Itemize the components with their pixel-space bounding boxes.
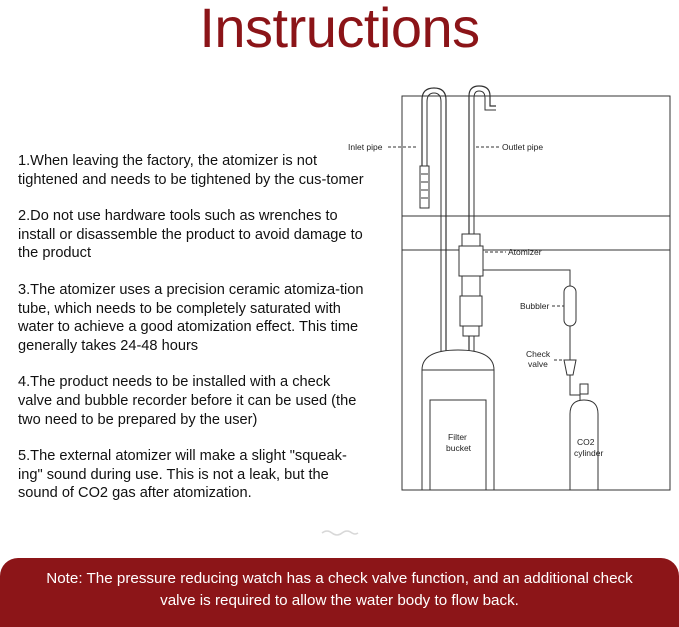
instruction-step-5: 5.The external atomizer will make a slight "squeak-ing" sound during use. This is not a leak, but the sound of CO2 gas after atomization. xyxy=(18,448,347,502)
note-text: Note: The pressure reducing watch has a check valve function, and an additional check valve is required to allow the water body to flow back. xyxy=(46,570,633,609)
atomizer-icon xyxy=(459,234,483,336)
label-atomizer: Atomizer xyxy=(508,247,542,257)
check-valve-icon xyxy=(564,360,576,375)
label-bubbler: Bubbler xyxy=(520,301,550,311)
label-outlet-pipe: Outlet pipe xyxy=(502,142,544,152)
instruction-step-3: 3.The atomizer uses a precision ceramic atomiza-tion tube, which needs to be completely saturated with water to achieve a good atomization effect. This time generally takes 24-48 hours xyxy=(18,281,364,354)
page-title: Instructions xyxy=(199,0,480,59)
note-banner xyxy=(0,558,679,627)
label-check-valve-2: valve xyxy=(528,359,548,369)
installation-diagram-svg xyxy=(330,70,679,510)
label-filter-2: bucket xyxy=(446,443,472,453)
filter-bucket xyxy=(422,350,494,490)
bubbler-icon xyxy=(564,286,576,326)
inlet-strainer-icon xyxy=(420,166,429,208)
instruction-list xyxy=(18,152,368,521)
instruction-step-4: 4.The product needs to be installed with a check valve and bubble recorder before it can be used (the two need to be prepared by the user) xyxy=(18,374,357,428)
inlet-pipe xyxy=(422,88,446,362)
label-co2-2: cylinder xyxy=(574,448,604,458)
installation-diagram xyxy=(330,70,679,510)
wave-divider-icon xyxy=(320,528,360,538)
instruction-step-1: 1.When leaving the factory, the atomizer is not tightened and needs to be tightened by the cus-tomer xyxy=(18,153,364,188)
label-check-valve-1: Check xyxy=(526,349,551,359)
instruction-step-2: 2.Do not use hardware tools such as wrenches to install or disassemble the product to avoid damage to the product xyxy=(18,208,363,262)
label-inlet-pipe: Inlet pipe xyxy=(348,142,383,152)
label-co2-1: CO2 xyxy=(577,437,595,447)
label-filter-1: Filter xyxy=(448,432,467,442)
